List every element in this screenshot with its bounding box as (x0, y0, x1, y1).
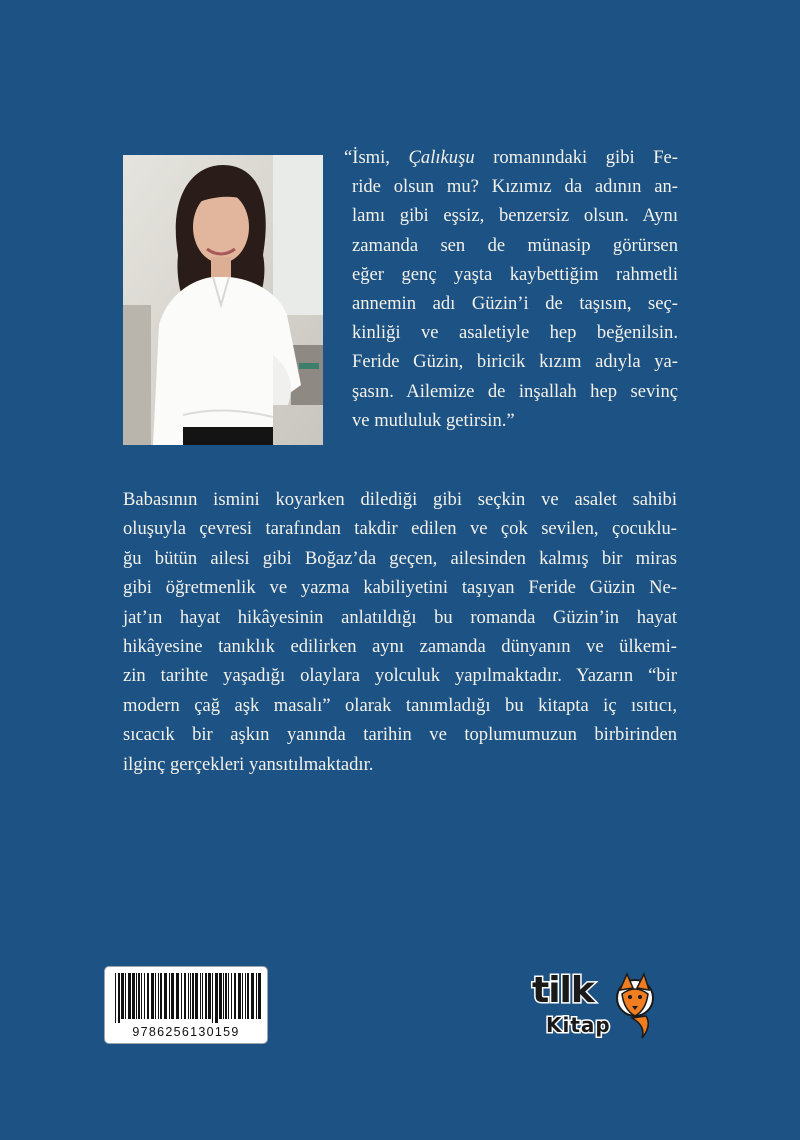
barcode-bar (160, 973, 162, 1019)
description-line: hikâyesine tanıklık edilirken aynı zamanda dünyanın ve ülkemi- (123, 636, 677, 658)
quote-line (344, 143, 678, 172)
barcode-bar (247, 973, 249, 1019)
description-line: sıcacık bir aşkın yanında tarihin ve toplumumuzun birbirinden (123, 724, 677, 746)
barcode-bar (144, 973, 145, 1019)
tilk-wordmark (532, 970, 611, 1037)
barcode-bar (192, 973, 194, 1019)
barcode-bar (251, 973, 254, 1019)
barcode-bar (208, 973, 211, 1019)
barcode-bar (242, 973, 243, 1019)
barcode-bar (164, 973, 167, 1019)
barcode-bar (231, 973, 232, 1019)
author-portrait-image (123, 155, 323, 445)
barcode-bar (115, 973, 116, 1023)
barcode-bar (188, 973, 189, 1019)
quote-line: kinliği ve asaletiyle hep beğenilsin. (352, 322, 678, 344)
quote-line: şasın. Ailemize de inşallah hep sevinç (352, 380, 678, 402)
barcode-bar (219, 973, 222, 1019)
quote-line: Feride Güzin, biricik kızım adıyla ya- (352, 351, 678, 373)
description-line: ilginç gerçekleri yansıtılmaktadır. (123, 753, 374, 775)
description-line: zin tarihte yaşadığı olaylara yolculuk yapılmaktadır. Yazarın “bir (123, 665, 677, 687)
barcode-bar (228, 973, 229, 1019)
barcode-bar (245, 973, 246, 1019)
barcode-bar (151, 973, 154, 1019)
fox-icon (617, 974, 653, 1038)
description-line: ğu bütün ailesi gibi Boğaz’da geçen, ailesinden kalmış bir miras (123, 547, 677, 569)
barcode-bar (155, 973, 156, 1019)
logo-text-top: tilk (532, 970, 594, 1011)
barcode-bar (205, 973, 207, 1019)
description-line: jat’ın hayat hikâyesinin anlatıldığı bu romanda Güzin’in hayat (123, 606, 677, 628)
barcode-bar (121, 973, 124, 1019)
barcode-bar (202, 973, 203, 1019)
description-line: oluşuyla çevresi tarafından takdir edilen ve çok sevilen, çocuklu- (123, 518, 677, 540)
description-line: Babasının ismini koyarken dilediği gibi seçkin ve asalet sahibi (123, 489, 677, 510)
barcode-bar (171, 973, 174, 1019)
barcode-bar (223, 973, 224, 1019)
barcode-bar (158, 973, 159, 1019)
isbn-barcode (104, 966, 268, 1044)
quote-text: romanındaki gibi Fe- (474, 147, 678, 168)
barcode-bar (147, 973, 149, 1019)
quote-text: “İsmi, (344, 147, 409, 168)
barcode-bar (118, 973, 120, 1023)
barcode-bar (136, 973, 137, 1019)
barcode-bar (184, 973, 186, 1019)
barcode-bar (258, 973, 261, 1019)
isbn-number: 9786256130159 (132, 1025, 240, 1039)
author-photo (123, 155, 323, 445)
quote-line: lamı gibi eşsiz, benzersiz olsun. Aynı (352, 205, 678, 227)
quote-line: zamanda sen de münasip görürsen (352, 234, 678, 256)
barcode-bar (212, 973, 213, 1023)
logo-text-bottom: Kitap (546, 1013, 611, 1037)
barcode-bar (225, 973, 227, 1019)
barcode-bar (238, 973, 241, 1019)
description-line: modern çağ aşk masalı” olarak tanımladığı bu kitapta iç ısıtıcı, (123, 694, 677, 716)
barcode-bar (215, 973, 218, 1023)
barcode-bar (195, 973, 198, 1019)
book-description (123, 485, 677, 779)
barcode-bar (176, 973, 179, 1019)
barcode-bar (138, 973, 140, 1019)
barcode-bar (200, 973, 201, 1019)
publisher-logo (528, 966, 658, 1044)
barcode-bar (181, 973, 182, 1019)
quote-line: annemin adı Güzin’i de taşısın, seç- (352, 293, 678, 315)
barcode-bar (141, 973, 142, 1019)
barcode-bar (234, 973, 236, 1019)
barcode-bar (169, 973, 170, 1019)
barcode-bar (190, 973, 191, 1019)
barcode-bar (132, 973, 135, 1019)
quote-block (344, 143, 678, 435)
quote-line: ride olsun mu? Kızımız da adının an- (352, 176, 678, 198)
barcode-bar (256, 973, 257, 1019)
description-line: gibi öğretmenlik ve yazma kabiliyetini taşıyan Feride Güzin Ne- (123, 577, 677, 599)
barcode-bars (105, 967, 269, 1027)
quote-line: ve mutluluk getirsin.” (352, 409, 515, 431)
barcode-bar (128, 973, 131, 1019)
barcode-bar (125, 973, 126, 1019)
novel-title: Çalıkuşu (408, 147, 475, 168)
quote-line: eğer genç yaşta kaybettiğim rahmetli (352, 263, 678, 285)
